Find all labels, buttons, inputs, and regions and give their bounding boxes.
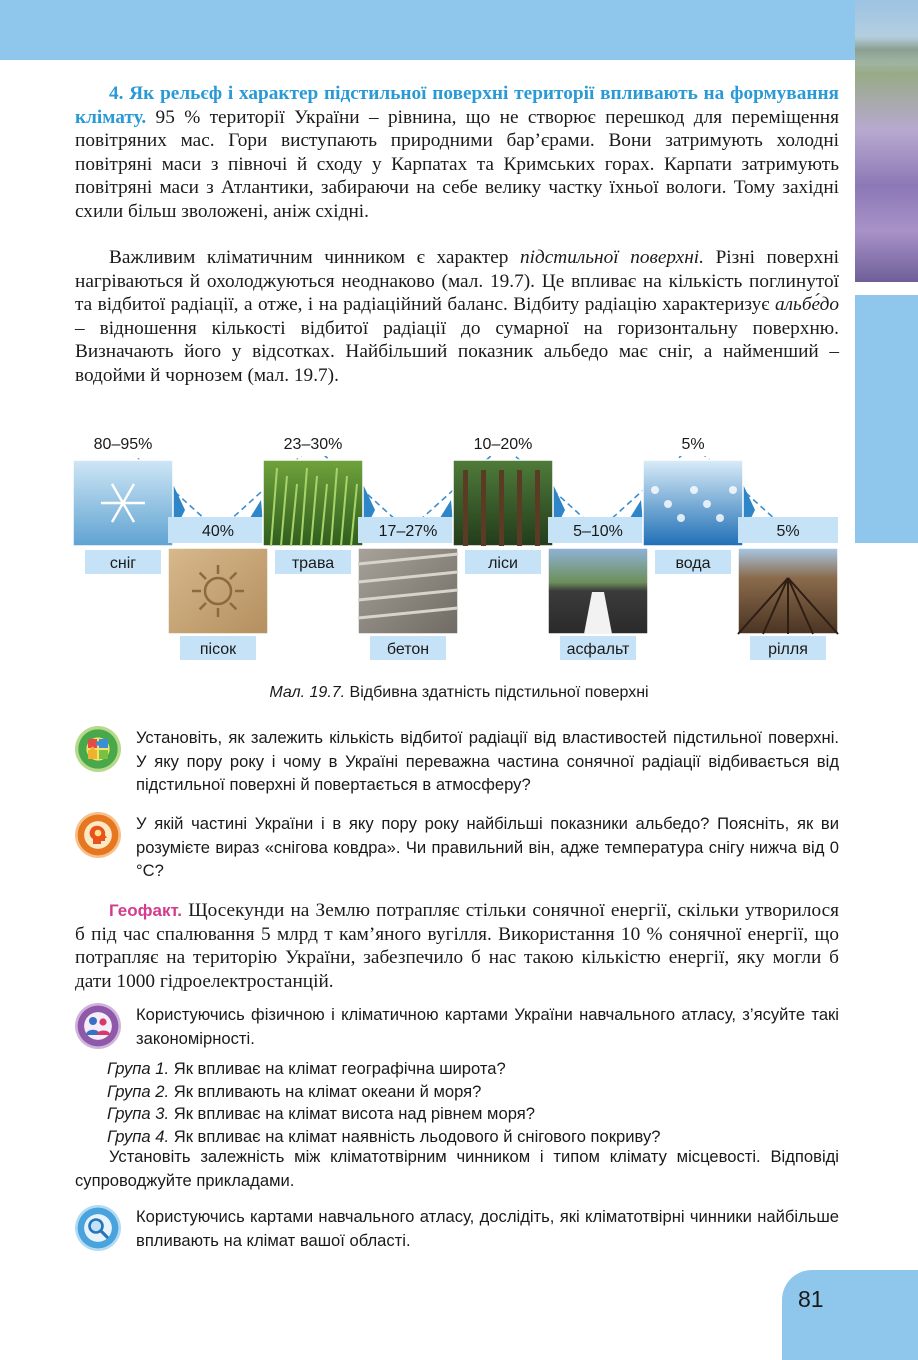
term-underlying-surface: підстильної поверхні.: [520, 247, 704, 268]
crocus-field-photo: [855, 0, 918, 282]
task-snow-blanket: У якій частині України і в яку пору року найбільші показники альбедо? Поясніть, як ви розумієте вираз «снігова ковдра». Чи правильний він, адже температура снігу нижча від 0 °С?: [136, 814, 839, 881]
albedo-value-label: 5%: [681, 436, 705, 453]
tree-trunk: [535, 470, 540, 546]
surface-tile-2: [168, 517, 268, 660]
group-1-question: [107, 1057, 506, 1081]
task-local-factors: Користуючись картами навчального атласу, дослідіть, які кліматотвірні чинники найбільше впливають на клімат вашої області.: [136, 1207, 839, 1250]
surface-name-label: асфальт: [566, 641, 630, 658]
paragraph-surface-part1: Важливим кліматичним чинником є характер: [109, 247, 520, 268]
term-albedo: альбе́до: [775, 294, 839, 315]
page-number: 81: [798, 1286, 824, 1312]
tree-trunk: [481, 470, 486, 546]
surface-name-label: трава: [291, 555, 335, 572]
surface-tile-7: [643, 430, 743, 574]
group-2-question: [107, 1080, 481, 1104]
water-bubble: [664, 500, 672, 508]
surface-name-label: вода: [675, 555, 711, 572]
paragraph-surface-part2: Різні поверхні нагріваються й охолоджуються неоднаково (мал. 19.7). Це впливає на кількість поглинутої та відбитої радіації, а отже, і на радіаційний баланс. Відбиту радіацію характеризує: [75, 247, 840, 315]
tree-trunk: [517, 470, 522, 546]
surface-tile-1: [73, 430, 173, 574]
water-bubble: [677, 514, 685, 522]
sand-sun-image: [168, 548, 268, 634]
paragraph-surface: [75, 246, 839, 387]
group-1-label: Група 1.: [107, 1059, 170, 1078]
group-4-label: Група 4.: [107, 1127, 170, 1146]
water-bubble: [651, 486, 659, 494]
water-bubble: [716, 514, 724, 522]
surface-name-label: ліси: [488, 555, 518, 572]
surface-name-label: сніг: [109, 555, 137, 572]
albedo-value-label: 5%: [776, 523, 800, 540]
section-heading: 4. Як рельєф і характер підстильної поверхні території впливають на формування клімату.: [75, 83, 839, 128]
albedo-value-label: 5–10%: [573, 523, 623, 540]
albedo-value-label: 40%: [201, 523, 235, 540]
surface-tile-3: [263, 430, 363, 574]
geofact-label: Геофакт.: [109, 901, 183, 920]
tree-trunk: [463, 470, 468, 546]
water-bubble: [729, 486, 737, 494]
group-3-question: [107, 1102, 535, 1126]
task-group-work: Користуючись фізичною і кліматичною картами України навчального атласу, з’ясуйте такі закономірності.: [136, 1005, 839, 1048]
surface-name-label: рілля: [768, 641, 808, 658]
top-color-bar: [0, 0, 855, 60]
water-image: [643, 460, 743, 546]
albedo-value-label: 23–30%: [283, 436, 343, 453]
paragraph-relief-body: 95 % території України – рівнина, що не створює перешкод для переміщення повітряних мас. Гори виступають природними бар’єрами. Вони затримують холодні повітряні маси з півночі й сходу у Карпатах та Кримських горах. Карпати затримують повітряні маси з Атлантики, забираючи на себе велику частку їхньої вологи. Тому західні схили більш зволожені, аніж східні.: [75, 106, 839, 222]
surface-tile-6: [548, 517, 648, 660]
caption-label: Мал. 19.7.: [269, 684, 346, 701]
group-1-text: Як впливає на клімат географічна широта?: [169, 1059, 506, 1078]
group-3-text: Як впливає на клімат висота над рівнем моря?: [169, 1104, 535, 1123]
tree-trunk: [499, 470, 504, 546]
surface-tile-5: [453, 430, 553, 574]
water-bubble: [703, 500, 711, 508]
page-number-tab: [782, 1270, 918, 1360]
geofact-paragraph: [75, 899, 839, 993]
task-group-conclusion: Установіть залежність між кліматотвірним чинником і типом клімату місцевості. Відповіді супроводжуйте прикладами.: [75, 1147, 839, 1190]
albedo-value-label: 10–20%: [473, 436, 533, 453]
surface-tile-4: [358, 517, 458, 660]
group-2-label: Група 2.: [107, 1082, 170, 1101]
magnifier-icon: [75, 1205, 121, 1251]
puzzle-icon: [75, 726, 121, 772]
caption-text: Відбивна здатність підстильної поверхні: [345, 684, 649, 701]
surface-name-label: бетон: [386, 641, 430, 658]
group-3-label: Група 3.: [107, 1104, 170, 1123]
paragraph-relief: [75, 82, 839, 223]
surface-name-label: пісок: [199, 641, 237, 658]
geofact-text: Щосекунди на Землю потрапляє стільки сонячної енергії, скільки утворилося б під час спалювання 5 млрд т кам’яного вугілля. Використання 10 % сонячної енергії, що потрапляє на територію України, забезпечило б нас такою кількістю енергії, яку могли б дати 1000 гідроелектростанцій.: [75, 900, 839, 992]
group-people-icon: [75, 1003, 121, 1049]
water-bubble: [690, 486, 698, 494]
albedo-figure: [0, 425, 918, 665]
albedo-tiles: [73, 430, 838, 660]
paragraph-surface-part3: – відношення кількості відбитої радіації до сумарної на горизонтальну поверхню. Визначають його у відсотках. Найбільший показник альбедо має сніг, а найменший – водойми й чорнозем (мал. 19.7).: [75, 317, 839, 386]
figure-caption: [0, 682, 918, 704]
task-albedo-properties: Установіть, як залежить кількість відбитої радіації від властивостей підстильної поверхні. У яку пору року і чому в Україні переважна частина сонячної радіації відбивається від підстильної поверхні й повертається в атмосферу?: [136, 728, 839, 795]
head-lightbulb-icon: [75, 812, 121, 858]
group-2-text: Як впливають на клімат океани й моря?: [169, 1082, 482, 1101]
surface-tile-8: [738, 517, 838, 660]
group-4-text: Як впливає на клімат наявність льодового й снігового покриву?: [169, 1127, 661, 1146]
albedo-value-label: 80–95%: [93, 436, 153, 453]
albedo-value-label: 17–27%: [378, 523, 438, 540]
